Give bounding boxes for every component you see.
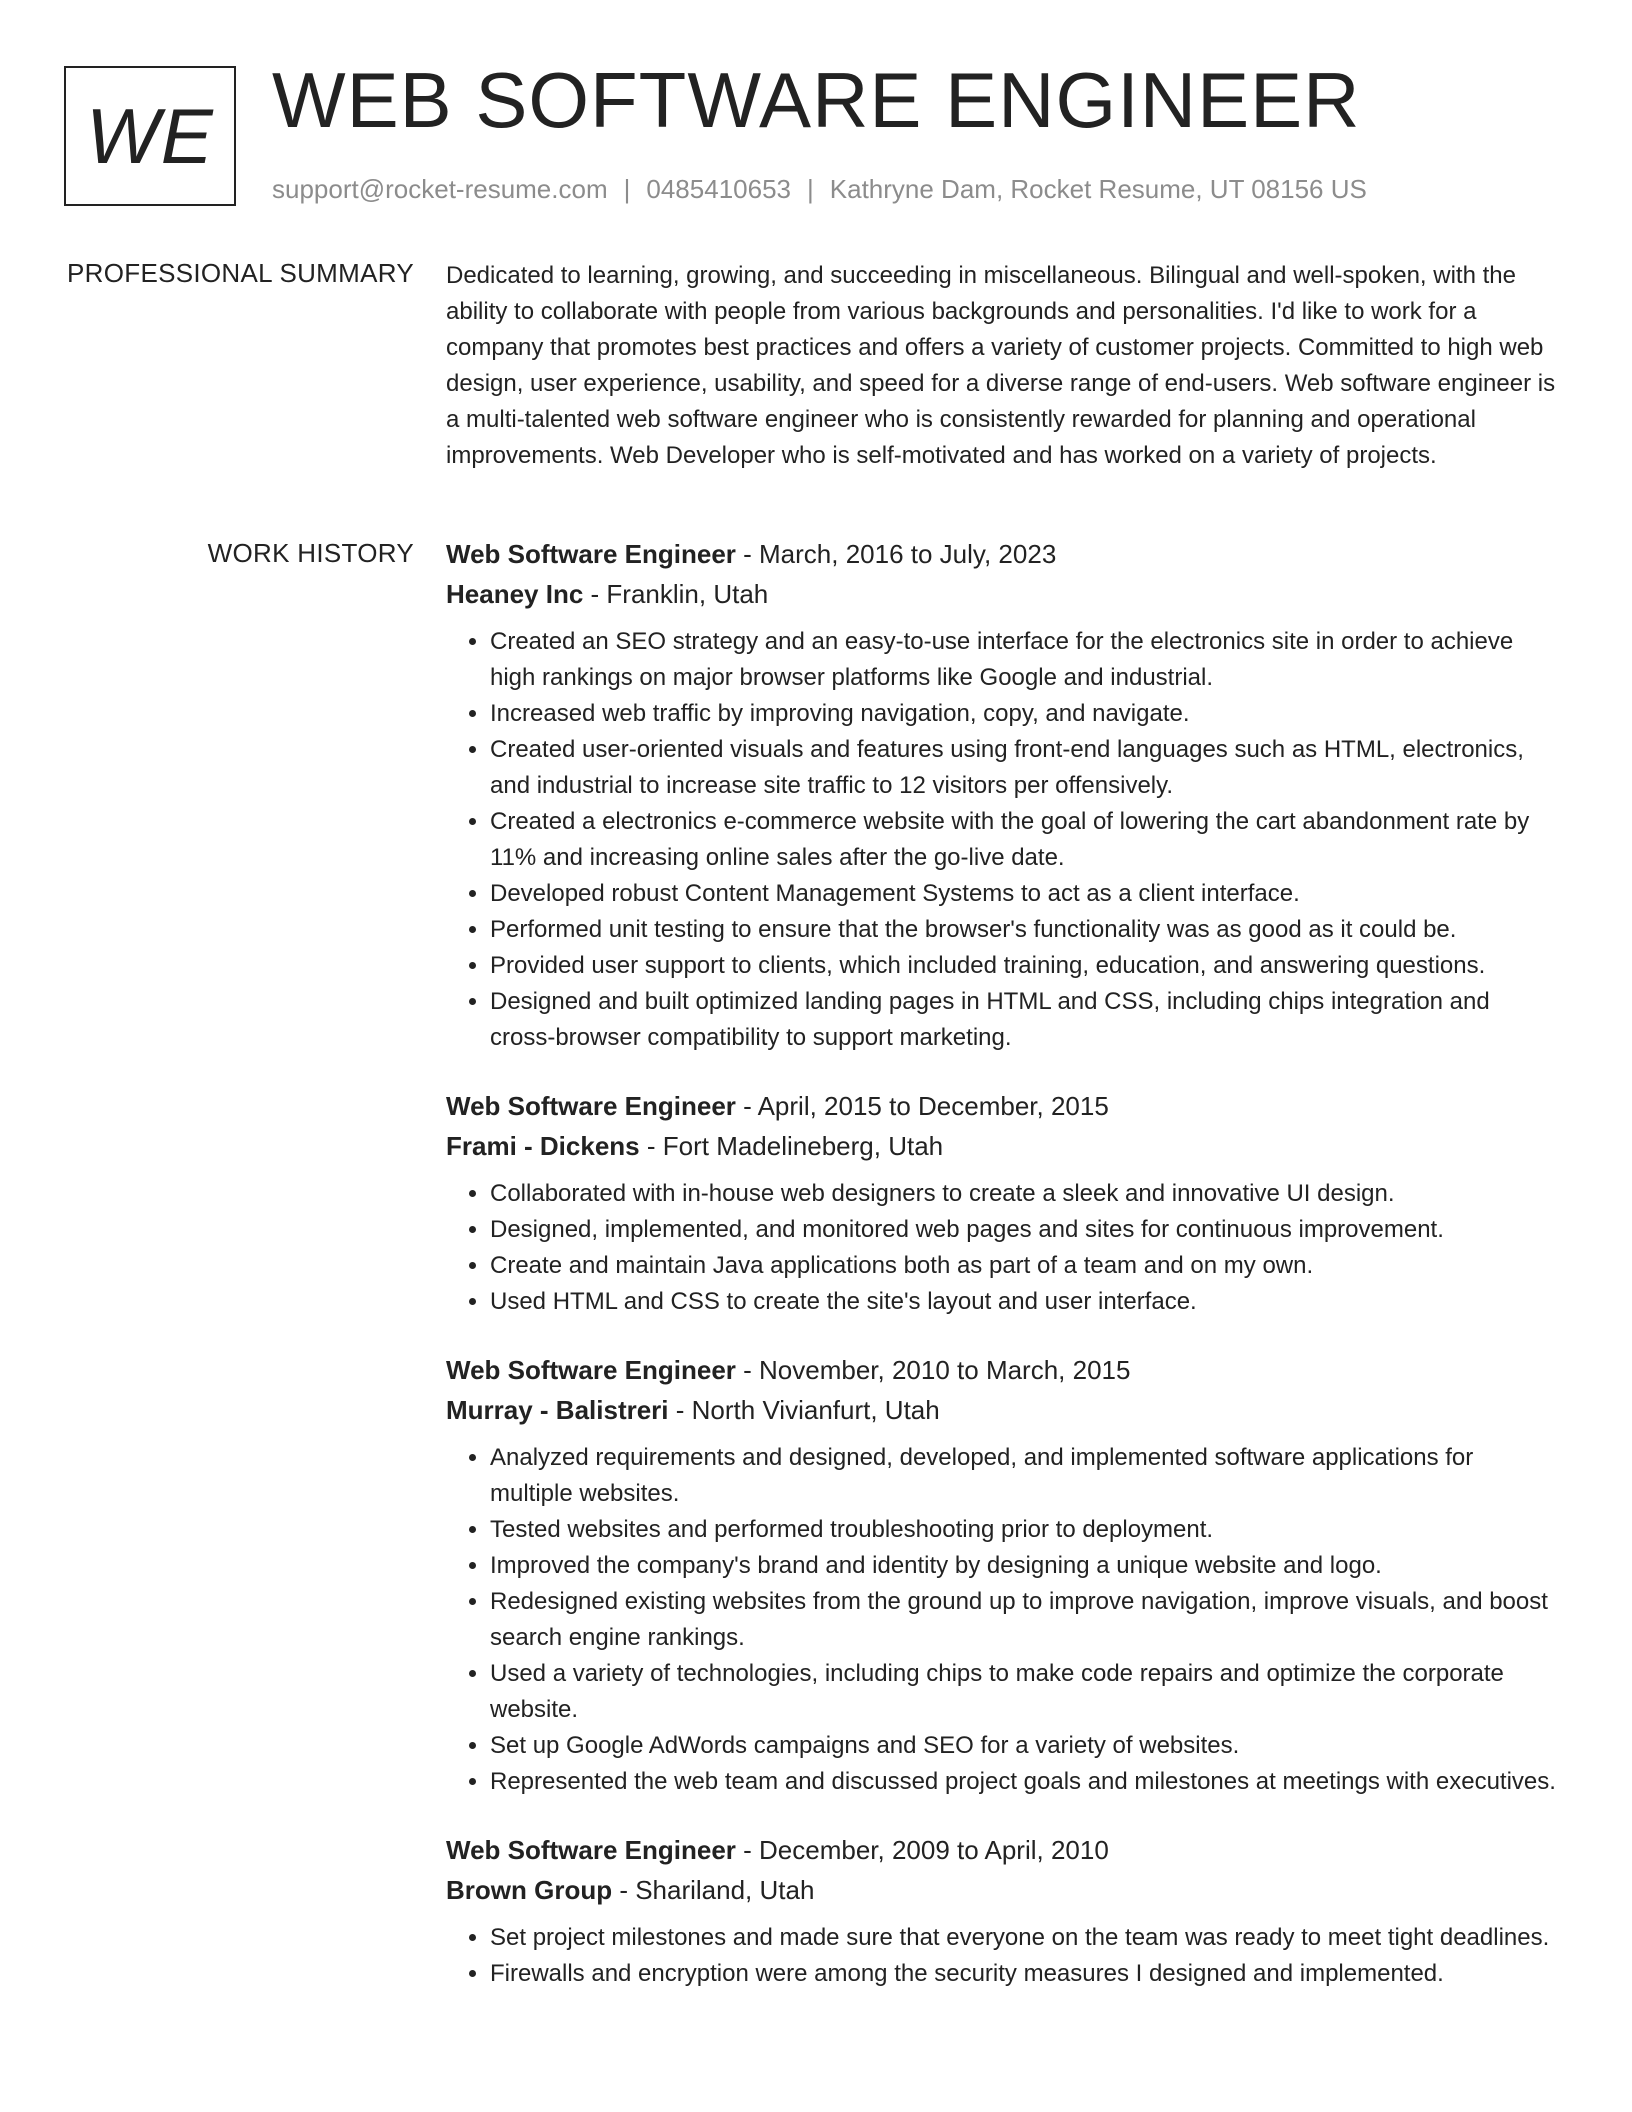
- job-bullet: • Provided user support to clients, which included training, education, and answering questions.: [490, 948, 1556, 984]
- job-bullet: • Set up Google AdWords campaigns and SEO for a variety of websites.: [490, 1728, 1556, 1764]
- job-bullet: • Tested websites and performed troubleshooting prior to deployment.: [490, 1512, 1556, 1548]
- work-history-label: WORK HISTORY: [207, 538, 414, 568]
- contact-phone: 0485410653: [646, 174, 791, 204]
- job-dates: - December, 2009 to April, 2010: [735, 1835, 1109, 1865]
- job-bullet: • Performed unit testing to ensure that the browser's functionality was as good as it could be.: [490, 912, 1556, 948]
- job-bullet: • Used HTML and CSS to create the site's layout and user interface.: [490, 1284, 1556, 1320]
- job-bullet: • Redesigned existing websites from the ground up to improve navigation, improve visuals, and boost search engine rankings.: [490, 1584, 1556, 1656]
- contact-address: Kathryne Dam, Rocket Resume, UT 08156 US: [829, 174, 1367, 204]
- job-title: Web Software Engineer: [446, 1091, 736, 1121]
- job-dates: - April, 2015 to December, 2015: [735, 1091, 1109, 1121]
- job-entry: [446, 1086, 1556, 1320]
- job-company-line: [446, 1870, 1556, 1910]
- summary-body: [446, 258, 1556, 474]
- job-title: Web Software Engineer: [446, 539, 736, 569]
- job-bullet: • Represented the web team and discussed project goals and milestones at meetings with executives.: [490, 1764, 1556, 1800]
- job-title-line: [446, 1830, 1556, 1870]
- job-location: - North Vivianfurt, Utah: [668, 1395, 940, 1425]
- job-bullet: • Designed, implemented, and monitored web pages and sites for continuous improvement.: [490, 1212, 1556, 1248]
- job-bullets: [446, 1440, 1556, 1800]
- job-location: - Fort Madelineberg, Utah: [639, 1131, 944, 1161]
- job-company: Frami - Dickens: [446, 1131, 640, 1161]
- job-bullet: • Increased web traffic by improving navigation, copy, and navigate.: [490, 696, 1556, 732]
- job-entry: [446, 1830, 1556, 1992]
- job-bullets: [446, 1176, 1556, 1320]
- summary-text: Dedicated to learning, growing, and succeeding in miscellaneous. Bilingual and well-spoken, with the ability to collaborate with people from various backgrounds and personalities. I'd like to work for a company that promotes best practices and offers a variety of customer projects. Committed to high web design, user experience, usability, and speed for a diverse range of end-users. Web software engineer is a multi-talented web software engineer who is consistently rewarded for planning and operational improvements. Web Developer who is self-motivated and has worked on a variety of projects.: [446, 262, 1556, 469]
- job-bullet: • Improved the company's brand and identity by designing a unique website and logo.: [490, 1548, 1556, 1584]
- job-bullet: • Analyzed requirements and designed, developed, and implemented software applications for multiple websites.: [490, 1440, 1556, 1512]
- job-bullet: • Created a electronics e-commerce website with the goal of lowering the cart abandonment rate by 11% and increasing online sales after the go-live date.: [490, 804, 1556, 876]
- job-company: Heaney Inc: [446, 579, 584, 609]
- job-entry: [446, 1350, 1556, 1800]
- job-bullet: • Firewalls and encryption were among the security measures I designed and implemented.: [490, 1956, 1556, 1992]
- work-history-body: [446, 534, 1556, 2022]
- contact-email: support@rocket-resume.com: [272, 174, 608, 204]
- page-title: WEB SOFTWARE ENGINEER: [272, 56, 1361, 144]
- monogram-logo: WE: [64, 66, 236, 206]
- job-bullet: • Used a variety of technologies, including chips to make code repairs and optimize the corporate website.: [490, 1656, 1556, 1728]
- job-title: Web Software Engineer: [446, 1835, 736, 1865]
- job-bullets: [446, 624, 1556, 1056]
- job-company-line: [446, 1390, 1556, 1430]
- job-entry: [446, 534, 1556, 1056]
- job-location: - Franklin, Utah: [583, 579, 769, 609]
- job-bullet: • Created user-oriented visuals and features using front-end languages such as HTML, electronics, and industrial to increase site traffic to 12 visitors per offensively.: [490, 732, 1556, 804]
- job-location: - Shariland, Utah: [612, 1875, 815, 1905]
- job-title-line: [446, 1350, 1556, 1390]
- job-dates: - November, 2010 to March, 2015: [735, 1355, 1131, 1385]
- job-bullets: [446, 1920, 1556, 1992]
- job-bullet: • Create and maintain Java applications both as part of a team and on my own.: [490, 1248, 1556, 1284]
- job-title-line: [446, 1086, 1556, 1126]
- job-title-line: [446, 534, 1556, 574]
- job-bullet: • Created an SEO strategy and an easy-to-use interface for the electronics site in order to achieve high rankings on major browser platforms like Google and industrial.: [490, 624, 1556, 696]
- job-company-line: [446, 1126, 1556, 1166]
- job-bullet: • Developed robust Content Management Systems to act as a client interface.: [490, 876, 1556, 912]
- job-bullet: • Designed and built optimized landing pages in HTML and CSS, including chips integration and cross-browser compatibility to support marketing.: [490, 984, 1556, 1056]
- job-company: Murray - Balistreri: [446, 1395, 669, 1425]
- summary-label: PROFESSIONAL SUMMARY: [67, 258, 414, 288]
- job-bullet: • Collaborated with in-house web designers to create a sleek and innovative UI design.: [490, 1176, 1556, 1212]
- job-company: Brown Group: [446, 1875, 613, 1905]
- contact-separator: |: [807, 174, 814, 204]
- job-title: Web Software Engineer: [446, 1355, 736, 1385]
- job-company-line: [446, 574, 1556, 614]
- job-bullet: • Set project milestones and made sure that everyone on the team was ready to meet tight deadlines.: [490, 1920, 1556, 1956]
- contact-separator: |: [623, 174, 631, 204]
- job-dates: - March, 2016 to July, 2023: [735, 539, 1057, 569]
- contact-line: [272, 174, 1367, 205]
